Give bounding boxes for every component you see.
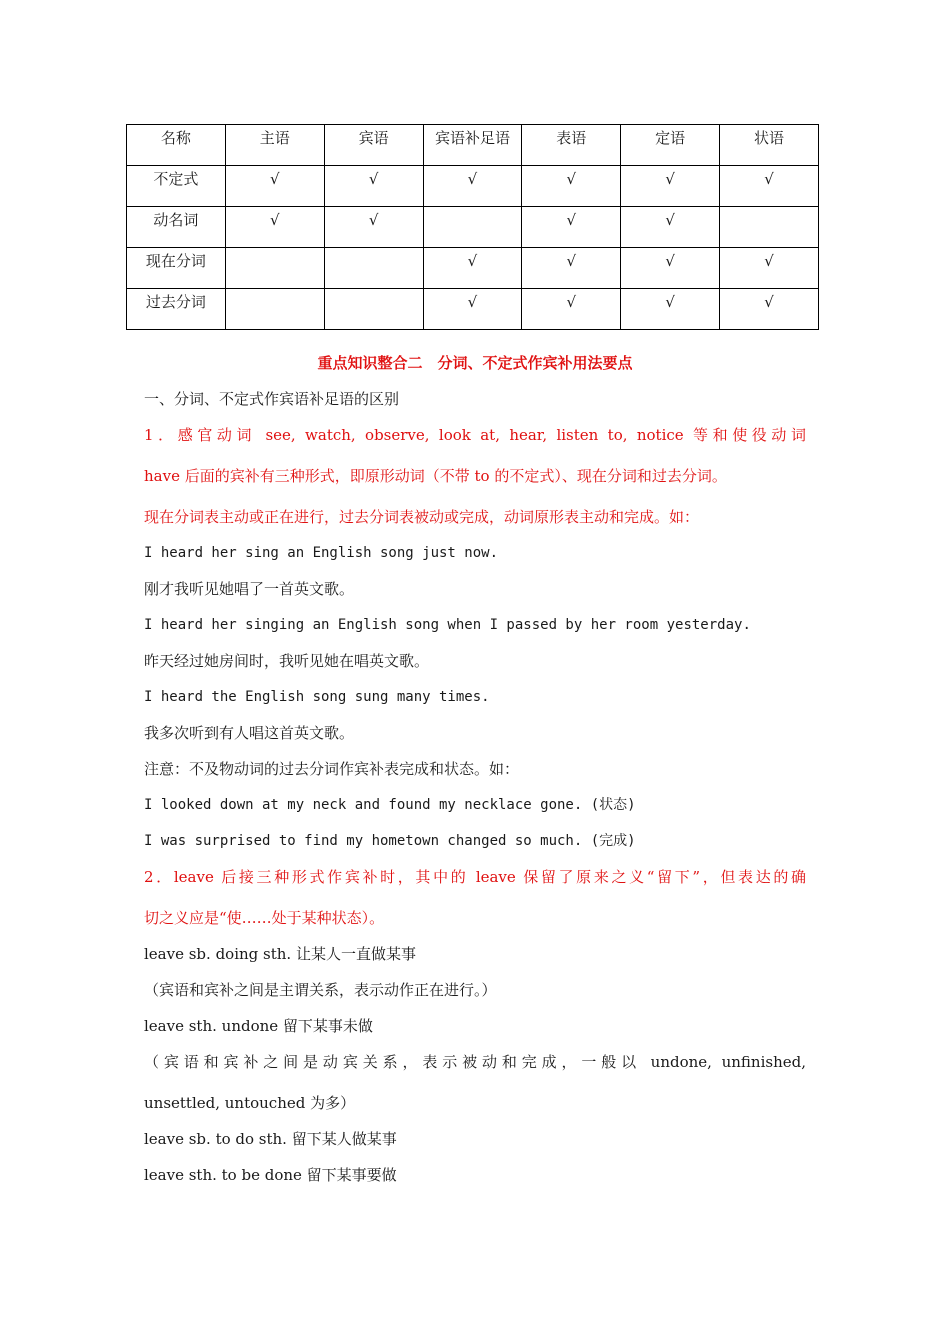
table-cell: √ bbox=[720, 289, 819, 330]
text-line: leave sb. to do sth. 留下某人做某事 bbox=[144, 1130, 397, 1148]
table-row bbox=[127, 166, 819, 207]
table-cell: √ bbox=[621, 166, 720, 207]
table-header-cell: 主语 bbox=[225, 125, 324, 166]
table-cell: √ bbox=[423, 289, 522, 330]
table-cell: √ bbox=[423, 248, 522, 289]
text-line: I heard her singing an English song when I passed by her room yesterday. bbox=[144, 617, 751, 633]
table-cell: √ bbox=[324, 166, 423, 207]
table-cell: 过去分词 bbox=[127, 289, 226, 330]
table-cell: 不定式 bbox=[127, 166, 226, 207]
table-header-cell: 状语 bbox=[720, 125, 819, 166]
table-row bbox=[127, 289, 819, 330]
section-title: 重点知识整合二 分词、不定式作宾补用法要点 bbox=[317, 354, 633, 372]
text-line: 切之义应是“使……处于某种状态）。 bbox=[144, 909, 385, 927]
text-line: 一、分词、不定式作宾语补足语的区别 bbox=[144, 390, 400, 408]
table-cell bbox=[225, 289, 324, 330]
table-header-cell: 宾语补足语 bbox=[423, 125, 522, 166]
text-line: unsettled, untouched 为多） bbox=[144, 1094, 356, 1112]
table-cell bbox=[720, 207, 819, 248]
text-line: 注意：不及物动词的过去分词作宾补表完成和状态。如： bbox=[144, 760, 520, 778]
usage-table bbox=[126, 124, 819, 330]
text-line: 我多次听到有人唱这首英文歌。 bbox=[144, 724, 355, 742]
table-header-row bbox=[127, 125, 819, 166]
text-line: have 后面的宾补有三种形式，即原形动词（不带 to 的不定式）、现在分词和过去分词。 bbox=[144, 467, 727, 485]
text-line: 现在分词表主动或正在进行，过去分词表被动或完成，动词原形表主动和完成。如： bbox=[144, 508, 700, 526]
table-header-cell: 定语 bbox=[621, 125, 720, 166]
table-cell: √ bbox=[324, 207, 423, 248]
text-line: leave sth. to be done 留下某事要做 bbox=[144, 1166, 397, 1184]
table-row bbox=[127, 207, 819, 248]
text-line: 1．感官动词 see, watch, observe, look at, hear, listen to, notice 等和使役动词 bbox=[144, 426, 806, 444]
text-line: 昨天经过她房间时，我听见她在唱英文歌。 bbox=[144, 652, 430, 670]
table-header-cell: 表语 bbox=[522, 125, 621, 166]
table-cell: √ bbox=[522, 207, 621, 248]
table-cell: √ bbox=[423, 166, 522, 207]
table-cell bbox=[225, 248, 324, 289]
text-line: 2．leave 后接三种形式作宾补时，其中的 leave 保留了原来之义“留下”，但表达的确 bbox=[144, 868, 806, 886]
text-line: I heard the English song sung many times. bbox=[144, 689, 490, 705]
table-cell: √ bbox=[225, 166, 324, 207]
table-cell: √ bbox=[522, 289, 621, 330]
text-line: I looked down at my neck and found my necklace gone. (状态) bbox=[144, 797, 636, 813]
table-header-cell: 宾语 bbox=[324, 125, 423, 166]
table-cell bbox=[423, 207, 522, 248]
table-cell: √ bbox=[522, 248, 621, 289]
text-line: （宾语和宾补之间是动宾关系，表示被动和完成，一般以 undone, unfinished, bbox=[144, 1053, 806, 1071]
text-line: （宾语和宾补之间是主谓关系，表示动作正在进行。） bbox=[144, 981, 497, 999]
table-row bbox=[127, 248, 819, 289]
table-cell: √ bbox=[720, 166, 819, 207]
table-cell: √ bbox=[621, 289, 720, 330]
table-cell: √ bbox=[225, 207, 324, 248]
table-cell: √ bbox=[720, 248, 819, 289]
text-line: I was surprised to find my hometown changed so much. (完成) bbox=[144, 833, 636, 849]
table-cell bbox=[324, 248, 423, 289]
text-line: 刚才我听见她唱了一首英文歌。 bbox=[144, 580, 355, 598]
text-line: leave sth. undone 留下某事未做 bbox=[144, 1017, 373, 1035]
table-cell: 现在分词 bbox=[127, 248, 226, 289]
text-line: leave sb. doing sth. 让某人一直做某事 bbox=[144, 945, 416, 963]
table-cell: √ bbox=[621, 207, 720, 248]
table-cell bbox=[324, 289, 423, 330]
table-cell: √ bbox=[522, 166, 621, 207]
table-header-cell: 名称 bbox=[127, 125, 226, 166]
table-cell: 动名词 bbox=[127, 207, 226, 248]
text-line: I heard her sing an English song just now. bbox=[144, 545, 499, 561]
table-cell: √ bbox=[621, 248, 720, 289]
